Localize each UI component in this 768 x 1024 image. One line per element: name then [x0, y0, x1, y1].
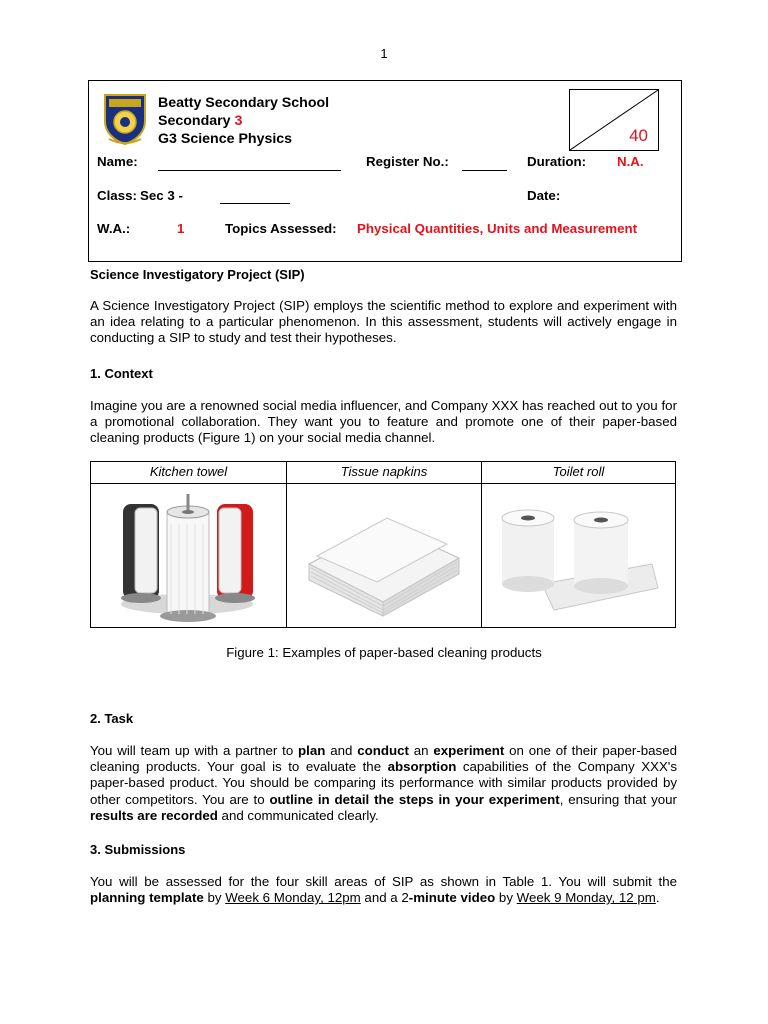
register-field[interactable]: [462, 170, 507, 171]
context-paragraph: Imagine you are a renowned social media influencer, and Company XXX has reached out to you for a promotional collaboration. They want you to feature and promote one of their paper-based cleaning products (Figure 1) on your social media channel.: [90, 398, 677, 446]
tissue-napkins-image: [287, 484, 481, 627]
subject: G3 Science Physics: [158, 131, 293, 147]
marks-box: [569, 89, 659, 151]
figure-col-label: Tissue napkins: [287, 462, 481, 484]
figure-col-label: Toilet roll: [482, 462, 675, 484]
school-block: [158, 94, 329, 148]
wa-label: W.A.:: [97, 221, 131, 236]
figure-table: [90, 461, 676, 628]
level: Secondary 3: [158, 113, 243, 129]
duration-label: Duration:: [527, 154, 587, 169]
topics-label: Topics Assessed:: [225, 221, 337, 236]
figure-col-kitchen-towel: [91, 462, 286, 627]
exam-header: [88, 80, 682, 262]
figure-caption: Figure 1: Examples of paper-based cleaning products: [226, 645, 542, 660]
context-title: 1. Context: [90, 366, 153, 381]
page-number: 1: [380, 46, 388, 61]
intro-title: Science Investigatory Project (SIP): [90, 267, 305, 282]
task-paragraph: You will team up with a partner to plan and conduct an experiment on one of their paper-based cleaning products. Your goal is to evaluate the absorption capabilities of the Company XXX's paper-based product. You should be comparing its performance with similar products provided by other competitors. You are to outline in detail the steps in your experiment, ensuring that your results are recorded and communicated clearly.: [90, 743, 677, 823]
school-name: Beatty Secondary School: [158, 95, 330, 111]
topics-value: Physical Quantities, Units and Measurement: [357, 221, 638, 236]
date-label: Date:: [527, 188, 561, 203]
class-value: Sec 3 -: [140, 188, 183, 203]
submissions-paragraph: You will be assessed for the four skill areas of SIP as shown in Table 1. You will submit the planning template by Week 6 Monday, 12pm and a 2-minute video by Week 9 Monday, 12 pm.: [90, 874, 677, 906]
name-field[interactable]: [158, 170, 341, 171]
class-field[interactable]: [220, 203, 290, 204]
name-label: Name:: [97, 154, 138, 169]
school-crest-icon: [103, 93, 147, 145]
class-label: Class:: [97, 188, 137, 203]
register-label: Register No.:: [366, 154, 449, 169]
figure-col-tissue-napkins: [286, 462, 481, 627]
kitchen-towel-image: [91, 484, 286, 627]
submissions-title: 3. Submissions: [90, 842, 186, 857]
intro-paragraph: A Science Investigatory Project (SIP) employs the scientific method to explore and experiment with an idea relating to a particular phenomenon. In this assessment, students will actively engage in conducting a SIP to study and test their hypotheses.: [90, 298, 677, 346]
figure-col-toilet-roll: [481, 462, 675, 627]
task-title: 2. Task: [90, 711, 134, 726]
toilet-roll-image: [482, 484, 675, 627]
wa-value: 1: [177, 221, 185, 236]
figure-col-label: Kitchen towel: [91, 462, 286, 484]
duration-value: N.A.: [617, 154, 644, 169]
total-marks: 40: [629, 126, 648, 145]
